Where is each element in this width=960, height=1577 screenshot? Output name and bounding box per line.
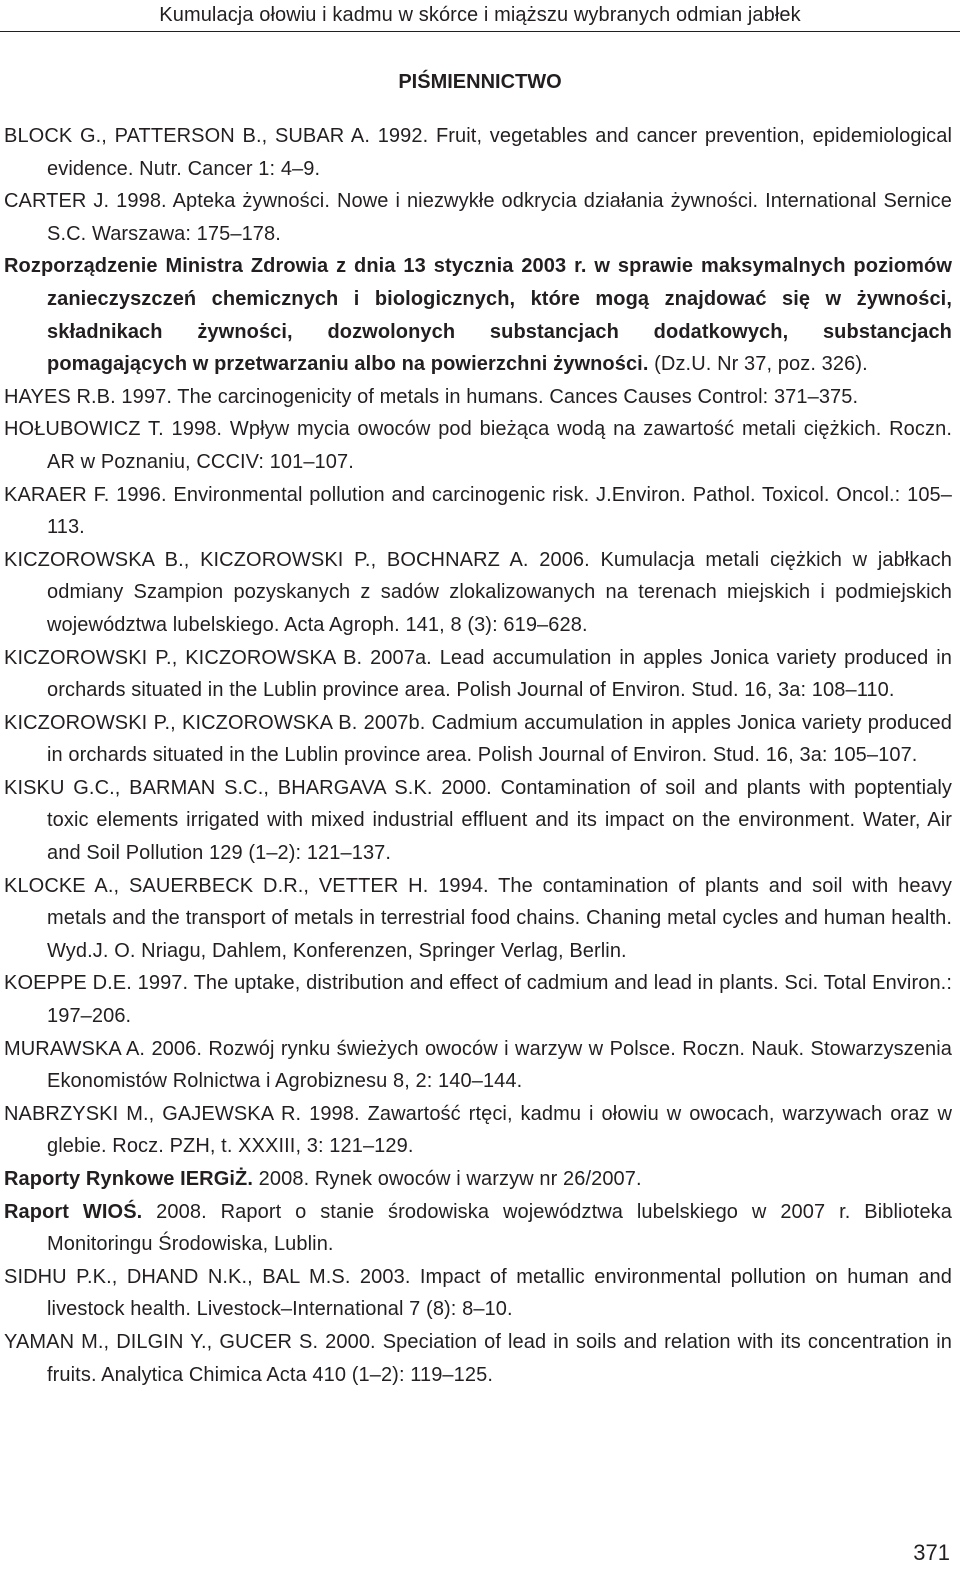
reference-bold-part: Raporty Rynkowe IERGiŻ.: [4, 1168, 254, 1190]
reference-text: NABRZYSKI M., GAJEWSKA R. 1998. Zawartość rtęci, kadmu i ołowiu w owocach, warzywach oraz w glebie. Rocz. PZH, t. XXXIII, 3: 121–129.: [4, 1102, 952, 1158]
reference-text: MURAWSKA A. 2006. Rozwój rynku świeżych owoców i warzyw w Polsce. Roczn. Nauk. Stowarzyszenia Ekonomistów Rolnictwa i Agrobiznesu 8, 2: 140–144.: [4, 1037, 952, 1093]
reference-item: [4, 1196, 952, 1261]
reference-item: [4, 381, 952, 414]
reference-item: [4, 1326, 952, 1391]
reference-text: SIDHU P.K., DHAND N.K., BAL M.S. 2003. Impact of metallic environmental pollution on human and livestock health. Livestock–International 7 (8): 8–10.: [4, 1265, 952, 1321]
reference-item: [4, 185, 952, 250]
reference-item: [4, 120, 952, 185]
reference-item: [4, 772, 952, 870]
reference-text: KICZOROWSKI P., KICZOROWSKA B. 2007a. Lead accumulation in apples Jonica variety produced in orchards situated in the Lublin province area. Polish Journal of Environ. Stud. 16, 3a: 108–110.: [4, 646, 952, 702]
reference-item: [4, 1098, 952, 1163]
reference-text: CARTER J. 1998. Apteka żywności. Nowe i niezwykłe odkrycia działania żywności. International Sernice S.C. Warszawa: 175–178.: [4, 190, 952, 245]
reference-bold-part: Rozporządzenie Ministra Zdrowia z dnia 13 stycznia 2003 r. w sprawie maksymalnych poziomów zanieczyszczeń chemicznych i biologicznych, które mogą znajdować się w żywności, składnikach żywności, dozwolonych substancjach dodatkowych, substancjach pomagających w przetwarzaniu albo na powierzchni żywności.: [4, 255, 952, 376]
reference-text: 2008. Rynek owoców i warzyw nr 26/2007.: [253, 1168, 642, 1190]
reference-text: KARAER F. 1996. Environmental pollution and carcinogenic risk. J.Environ. Pathol. Toxicol. Oncol.: 105–113.: [4, 483, 952, 539]
reference-item: [4, 250, 952, 380]
reference-text: BLOCK G., PATTERSON B., SUBAR A. 1992. Fruit, vegetables and cancer prevention, epidemiological evidence. Nutr. Cancer 1: 4–9.: [4, 125, 952, 180]
reference-item: [4, 642, 952, 707]
reference-text: HOŁUBOWICZ T. 1998. Wpływ mycia owoców pod bieżąca wodą na zawartość metali ciężkich. Roczn. AR w Poznaniu, CCCIV: 101–107.: [4, 418, 952, 473]
reference-item: [4, 870, 952, 968]
section-title: PIŚMIENNICTWO: [398, 71, 562, 93]
reference-item: [4, 1163, 952, 1196]
reference-text: (Dz.U. Nr 37, poz. 326).: [648, 353, 868, 376]
reference-item: [4, 1261, 952, 1326]
reference-bold-part: Raport WIOŚ.: [4, 1200, 143, 1223]
reference-text: KISKU G.C., BARMAN S.C., BHARGAVA S.K. 2000. Contamination of soil and plants with poptentialy toxic elements irrigated with mixed industrial effluent and its impact on the environment. Water, Air and Soil Pollution 129 (1–2): 121–137.: [4, 776, 952, 865]
reference-text: YAMAN M., DILGIN Y., GUCER S. 2000. Speciation of lead in soils and relation with its concentration in fruits. Analytica Chimica Acta 410 (1–2): 119–125.: [4, 1330, 952, 1386]
reference-text: KOEPPE D.E. 1997. The uptake, distribution and effect of cadmium and lead in plants. Sci. Total Environ.: 197–206.: [4, 972, 952, 1028]
reference-item: [4, 544, 952, 642]
reference-text: HAYES R.B. 1997. The carcinogenicity of metals in humans. Cances Causes Control: 371–375.: [4, 385, 859, 408]
reference-text: 2008. Raport o stanie środowiska województwa lubelskiego w 2007 r. Biblioteka Monitoringu Środowiska, Lublin.: [47, 1200, 952, 1256]
reference-item: [4, 413, 952, 478]
reference-item: [4, 479, 952, 544]
running-head: Kumulacja ołowiu i kadmu w skórce i miąższu wybranych odmian jabłek: [0, 0, 960, 32]
reference-item: [4, 707, 952, 772]
reference-item: [4, 967, 952, 1032]
reference-item: [4, 1033, 952, 1098]
reference-text: KICZOROWSKI P., KICZOROWSKA B. 2007b. Cadmium accumulation in apples Jonica variety produced in orchards situated in the Lublin province area. Polish Journal of Environ. Stud. 16, 3a: 105–107.: [4, 711, 952, 767]
reference-text: KLOCKE A., SAUERBECK D.R., VETTER H. 1994. The contamination of plants and soil with heavy metals and the transport of metals in terrestrial food chains. Chaning metal cycles and human health. Wyd.J. O. Nriagu, Dahlem, Konferenzen, Springer Verlag, Berlin.: [4, 874, 952, 962]
page-number: 371: [913, 1540, 950, 1565]
reference-text: KICZOROWSKA B., KICZOROWSKI P., BOCHNARZ A. 2006. Kumulacja metali ciężkich w jabłkach odmiany Szampion pozyskanych z sadów zlokalizowanych na terenach miejskich i podmiejskich województwa lubelskiego. Acta Agroph. 141, 8 (3): 619–628.: [4, 548, 952, 636]
reference-list: [4, 120, 952, 1391]
